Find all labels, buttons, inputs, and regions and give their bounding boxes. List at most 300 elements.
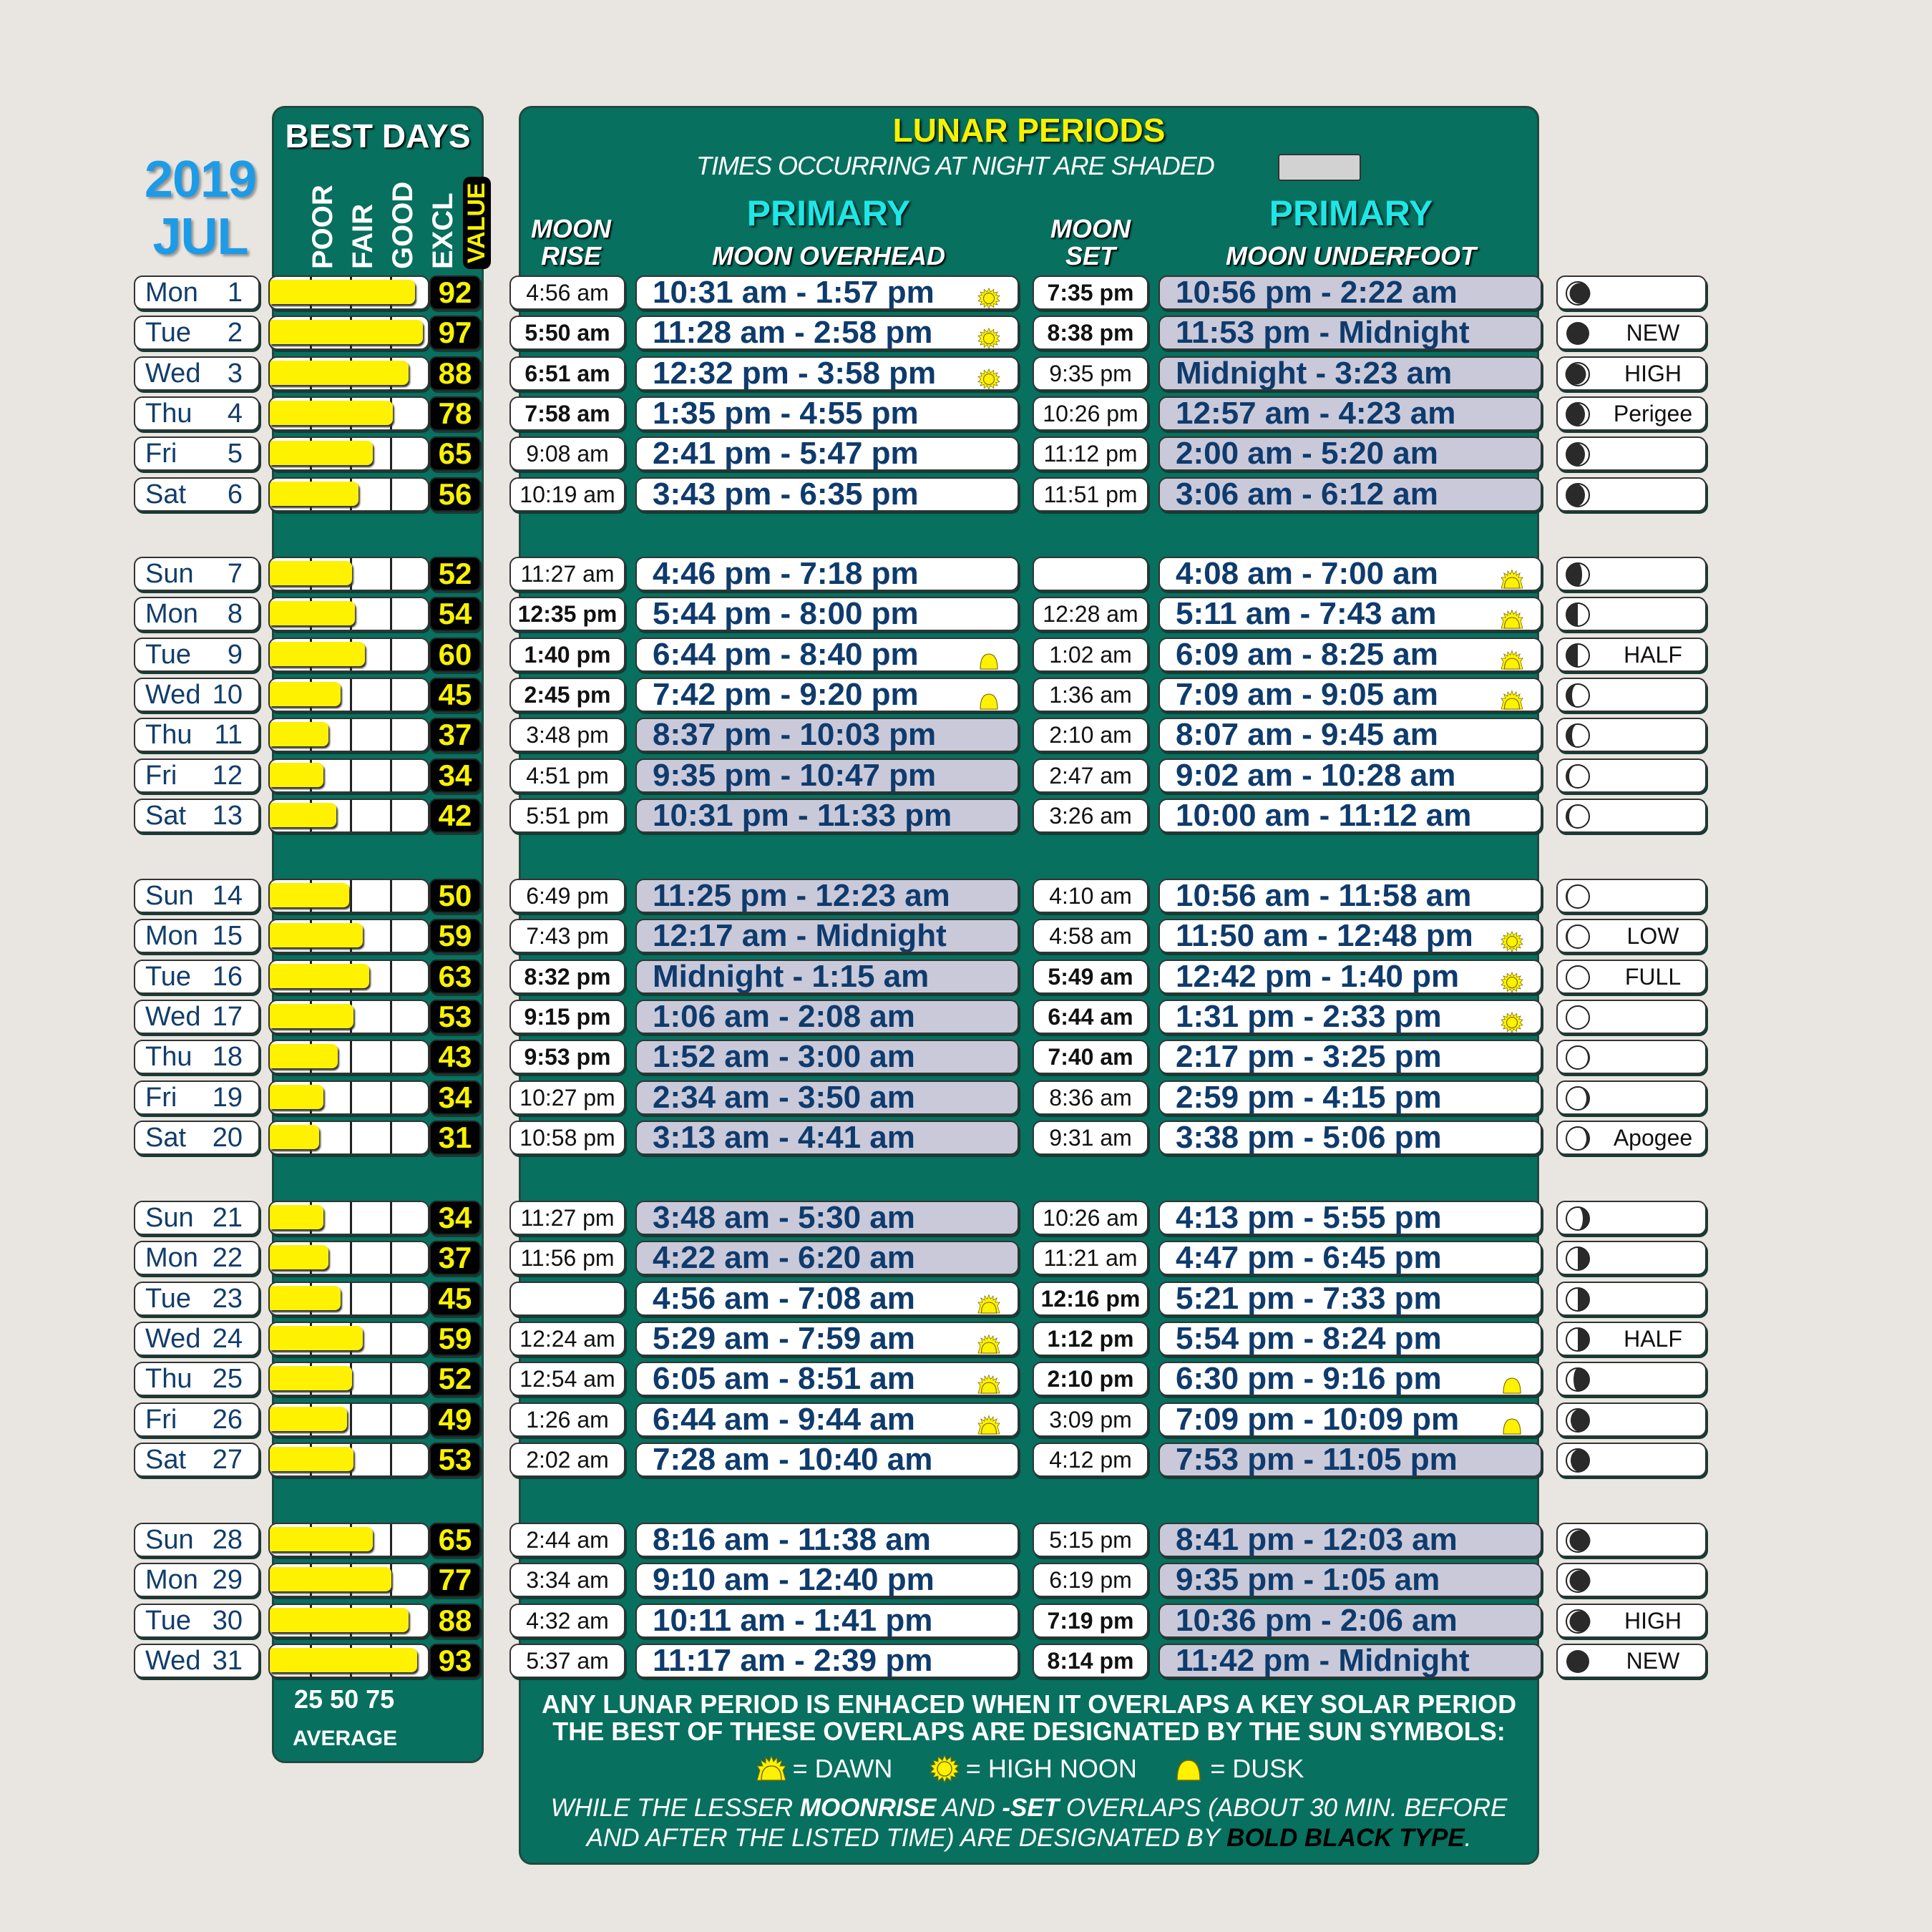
moonrise-time: 4:56 am	[509, 275, 625, 310]
day-of-week: Mon	[145, 920, 198, 951]
day-value: 52	[429, 1362, 481, 1396]
dusk-icon	[1499, 1408, 1525, 1434]
moon-overhead-period	[635, 477, 1019, 512]
moon-underfoot-time: 2:59 pm - 4:15 pm	[1176, 1080, 1442, 1115]
day-of-week: Sun	[145, 1524, 194, 1555]
moon-overhead-period	[635, 1322, 1019, 1356]
moon-overhead-period	[635, 1402, 1019, 1437]
day-label	[134, 1080, 260, 1115]
day-number: 24	[212, 1323, 243, 1354]
moonrise-time: 9:15 pm	[509, 1000, 625, 1034]
rating-bar	[268, 1322, 429, 1356]
rating-gridline	[390, 598, 392, 630]
moon-phase-icon	[1565, 1609, 1591, 1634]
moonset-time: 1:36 am	[1033, 678, 1148, 712]
rating-gridline	[390, 1524, 392, 1556]
moon-overhead-time: 1:52 am - 3:00 am	[653, 1040, 915, 1074]
best-days-title: BEST DAYS	[285, 117, 471, 155]
rating-label-poor: POOR	[307, 185, 338, 269]
day-of-week: Mon	[145, 598, 198, 629]
moon-phase	[1556, 960, 1707, 994]
day-number: 8	[227, 598, 243, 629]
moon-phase	[1556, 316, 1707, 350]
moon-phase-icon	[1565, 804, 1591, 829]
day-value: 43	[429, 1040, 481, 1074]
moon-phase-icon	[1565, 683, 1591, 708]
night-shade-swatch	[1278, 154, 1361, 181]
underfoot-primary-label: PRIMARY	[1269, 193, 1433, 233]
moonrise-time: 7:58 am	[509, 396, 625, 431]
dawn-icon	[976, 1287, 1002, 1313]
moonrise-time: 2:45 pm	[509, 678, 625, 712]
moon-underfoot-period	[1158, 1000, 1542, 1034]
moon-overhead-period	[635, 1000, 1019, 1034]
moon-underfoot-time: 10:56 am - 11:58 am	[1176, 879, 1472, 913]
rating-gridline	[350, 760, 352, 791]
moon-phase	[1556, 758, 1707, 793]
moonrise-header	[521, 215, 621, 270]
moonset-time: 6:44 am	[1033, 1000, 1148, 1034]
moon-phase	[1556, 678, 1707, 712]
moon-overhead-time: 1:35 pm - 4:55 pm	[653, 396, 919, 431]
sun-symbol-legend	[521, 1754, 1537, 1787]
moon-underfoot-time: 3:06 am - 6:12 am	[1176, 477, 1438, 512]
moonrise-time: 12:54 am	[509, 1362, 625, 1396]
moonrise-time: 5:37 am	[509, 1644, 625, 1678]
moonrise-time: 11:27 am	[509, 557, 625, 591]
moon-overhead-period	[635, 1644, 1019, 1678]
overlap-note-line1: ANY LUNAR PERIOD IS ENHACED WHEN IT OVERLAPS A KEY SOLAR PERIOD	[541, 1689, 1517, 1719]
rating-bar	[268, 678, 429, 712]
note-bold-black-type: BOLD BLACK TYPE	[1226, 1824, 1465, 1852]
day-of-week: Fri	[145, 1082, 177, 1113]
day-number: 13	[212, 800, 243, 831]
moon-phase-icon	[1565, 562, 1591, 587]
night-shaded-note: TIMES OCCURRING AT NIGHT ARE SHADED	[696, 151, 1214, 180]
rating-gridline	[390, 1323, 392, 1355]
moon-phase	[1556, 1362, 1707, 1396]
moon-phase-icon	[1565, 1287, 1591, 1312]
moon-phase-icon	[1565, 1005, 1591, 1030]
rating-gridline	[390, 1444, 392, 1475]
moon-phase-icon	[1565, 1126, 1591, 1151]
rating-bar-fill	[270, 482, 358, 506]
moon-overhead-period	[635, 356, 1019, 391]
rating-bar	[268, 1644, 429, 1678]
moon-phase-icon	[1565, 1206, 1591, 1231]
day-number: 11	[214, 719, 243, 750]
moon-overhead-time: 3:13 am - 4:41 am	[653, 1121, 915, 1155]
day-of-week: Tue	[145, 961, 192, 992]
moonset-time: 10:26 pm	[1033, 396, 1148, 431]
moonrise-header-line1: MOON	[531, 214, 611, 243]
moon-underfoot-time: 10:56 pm - 2:22 am	[1176, 275, 1458, 310]
rating-bar	[268, 557, 429, 591]
moonset-time: 12:28 am	[1033, 597, 1148, 631]
moon-overhead-time: 6:44 pm - 8:40 pm	[653, 638, 919, 672]
moon-underfoot-period	[1158, 758, 1542, 793]
moon-underfoot-time: 5:54 pm - 8:24 pm	[1176, 1322, 1442, 1356]
moon-phase	[1556, 718, 1707, 752]
day-number: 27	[212, 1444, 243, 1475]
day-number: 2	[227, 317, 243, 348]
moonrise-time: 2:44 am	[509, 1523, 625, 1557]
moon-phase-icon	[1565, 1085, 1591, 1111]
moon-underfoot-period	[1158, 1201, 1542, 1235]
day-number: 30	[212, 1605, 243, 1636]
moonset-time: 4:12 pm	[1033, 1443, 1148, 1477]
rating-bar	[268, 1000, 429, 1034]
rating-gridline	[390, 719, 392, 751]
rating-headers	[274, 108, 490, 273]
dawn-icon	[976, 1408, 1002, 1434]
day-number: 22	[212, 1242, 243, 1273]
day-label	[134, 1604, 260, 1638]
rating-bar-fill	[270, 561, 352, 585]
day-label	[134, 1000, 260, 1034]
day-of-week: Wed	[145, 1001, 201, 1032]
moon-overhead-period	[635, 316, 1019, 350]
moonrise-time: 7:43 pm	[509, 919, 625, 953]
moon-overhead-period	[635, 436, 1019, 471]
moon-phase	[1556, 396, 1707, 431]
day-of-week: Mon	[145, 277, 198, 308]
moon-overhead-period	[635, 275, 1019, 310]
legend-dawn	[754, 1754, 893, 1784]
day-value: 59	[429, 919, 481, 953]
day-value: 93	[429, 1644, 481, 1678]
day-number: 9	[227, 639, 243, 670]
moon-phase-label: NEW	[1626, 1647, 1680, 1674]
moon-underfoot-time: 7:53 pm - 11:05 pm	[1176, 1443, 1458, 1477]
moon-underfoot-period	[1158, 1241, 1542, 1275]
moon-phase-icon	[1565, 643, 1591, 668]
moon-underfoot-period	[1158, 597, 1542, 631]
moonrise-time: 11:27 pm	[509, 1201, 625, 1235]
day-of-week: Thu	[145, 1363, 192, 1394]
legend-noon	[927, 1754, 1137, 1784]
moon-phase	[1556, 1040, 1707, 1074]
moon-phase	[1556, 638, 1707, 672]
day-value: 53	[429, 1000, 481, 1034]
rating-bar	[268, 799, 429, 833]
rating-bar	[268, 1604, 429, 1638]
moon-overhead-time: 9:35 pm - 10:47 pm	[653, 758, 937, 793]
day-of-week: Sat	[145, 479, 187, 509]
day-number: 19	[212, 1082, 243, 1113]
rating-gridline	[390, 558, 392, 590]
day-label	[134, 1644, 260, 1678]
moon-overhead-time: 2:34 am - 3:50 am	[653, 1080, 915, 1115]
bold-type-note	[521, 1793, 1537, 1853]
rating-bar	[268, 1402, 429, 1437]
high-noon-icon	[927, 1755, 962, 1783]
day-number: 28	[212, 1524, 243, 1555]
moon-phase-icon	[1565, 441, 1591, 467]
dusk-icon	[976, 643, 1002, 669]
day-of-week: Sun	[145, 1202, 194, 1233]
moonrise-time: 3:48 pm	[509, 718, 625, 752]
moon-overhead-time: 3:43 pm - 6:35 pm	[653, 477, 919, 512]
moon-underfoot-time: Midnight - 3:23 am	[1176, 356, 1453, 391]
moon-phase-label: Perigee	[1613, 400, 1693, 426]
moonrise-header-line2: RISE	[540, 241, 602, 270]
day-of-week: Wed	[145, 358, 201, 389]
rating-bar	[268, 396, 429, 431]
scale-ticks: 25 50 75	[294, 1684, 395, 1714]
day-of-week: Thu	[145, 398, 192, 429]
day-label	[134, 879, 260, 913]
rating-bar-fill	[270, 441, 373, 465]
note-text: WHILE THE LESSER	[550, 1794, 800, 1822]
moon-overhead-time: 12:32 pm - 3:58 pm	[653, 356, 937, 391]
moon-phase-label: HALF	[1624, 641, 1682, 668]
rating-bar	[268, 436, 429, 471]
moon-overhead-period	[635, 557, 1019, 591]
day-label	[134, 1402, 260, 1437]
moonset-time: 2:10 pm	[1033, 1362, 1148, 1396]
moon-overhead-time: Midnight - 1:15 am	[653, 960, 930, 994]
rating-bar	[268, 316, 429, 350]
day-of-week: Fri	[145, 1404, 177, 1435]
rating-bar	[268, 1282, 429, 1316]
moon-phase-icon	[1565, 763, 1591, 789]
high-noon-icon	[1499, 965, 1525, 991]
moon-underfoot-period	[1158, 1563, 1542, 1597]
day-number: 21	[212, 1202, 243, 1233]
moonset-time: 3:26 am	[1033, 799, 1148, 833]
rating-gridline	[390, 1001, 392, 1033]
moon-underfoot-period	[1158, 1604, 1542, 1638]
moon-underfoot-period	[1158, 557, 1542, 591]
moonset-header	[1040, 215, 1141, 270]
rating-gridline	[390, 1041, 392, 1073]
moon-overhead-time: 12:17 am - Midnight	[653, 919, 947, 953]
moon-overhead-time: 11:25 pm - 12:23 am	[653, 879, 950, 913]
day-number: 5	[227, 438, 243, 469]
rating-label-good: GOOD	[387, 181, 419, 269]
day-label	[134, 557, 260, 591]
moon-underfoot-period	[1158, 799, 1542, 833]
moon-overhead-time: 6:44 am - 9:44 am	[653, 1402, 915, 1437]
day-value: 45	[429, 678, 481, 712]
moon-overhead-time: 4:56 am - 7:08 am	[653, 1282, 915, 1316]
day-number: 7	[227, 558, 243, 589]
moon-phase	[1556, 799, 1707, 833]
moonrise-time: 12:35 pm	[509, 597, 625, 631]
day-number: 6	[227, 479, 243, 509]
day-value: 49	[429, 1402, 481, 1437]
moon-underfoot-time: 7:09 am - 9:05 am	[1176, 678, 1438, 712]
note-text: OVERLAPS (ABOUT 30 MIN. BEFORE	[1059, 1794, 1508, 1822]
moonset-time: 6:19 pm	[1033, 1563, 1148, 1597]
moonset-time: 9:35 pm	[1033, 356, 1148, 391]
day-of-week: Sun	[145, 880, 194, 911]
rating-bar-fill	[270, 1085, 323, 1109]
moonset-time: 2:47 am	[1033, 758, 1148, 793]
moon-overhead-period	[635, 1362, 1019, 1396]
moon-overhead-period	[635, 799, 1019, 833]
day-label	[134, 477, 260, 512]
note-text: .	[1464, 1824, 1472, 1852]
moon-underfoot-period	[1158, 396, 1542, 431]
moonset-time: 7:35 pm	[1033, 275, 1148, 310]
moon-overhead-period	[635, 1523, 1019, 1557]
moonset-time: 8:14 pm	[1033, 1644, 1148, 1678]
rating-bar-fill	[270, 1527, 373, 1551]
rating-bar	[268, 1563, 429, 1597]
moon-overhead-period	[635, 960, 1019, 994]
overlap-note-line2: THE BEST OF THESE OVERLAPS ARE DESIGNATED BY THE SUN SYMBOLS:	[552, 1717, 1506, 1746]
moonset-time: 9:31 am	[1033, 1121, 1148, 1155]
moonrise-time: 2:02 am	[509, 1443, 625, 1477]
rating-bar-fill	[270, 722, 328, 746]
day-of-week: Sun	[145, 558, 194, 589]
rating-bar	[268, 275, 429, 310]
day-number: 1	[227, 277, 243, 308]
moon-phase-label: HIGH	[1624, 1607, 1682, 1634]
moon-underfoot-time: 10:00 am - 11:12 am	[1176, 799, 1472, 833]
rating-bar	[268, 919, 429, 953]
moon-phase	[1556, 557, 1707, 591]
moon-underfoot-period	[1158, 1523, 1542, 1557]
dawn-icon	[1499, 683, 1525, 709]
dawn-icon	[976, 1327, 1002, 1353]
moon-phase-label: Apogee	[1613, 1124, 1693, 1151]
day-of-week: Sat	[145, 1444, 187, 1475]
day-label	[134, 1040, 260, 1074]
moon-phase-label: HALF	[1624, 1325, 1682, 1352]
day-value: 60	[429, 638, 481, 672]
moon-phase-icon	[1565, 1045, 1591, 1070]
day-value: 92	[429, 275, 481, 310]
day-value: 65	[429, 1523, 481, 1557]
moon-underfoot-header: MOON UNDERFOOT	[1226, 241, 1476, 270]
moonset-time: 5:15 pm	[1033, 1523, 1148, 1557]
rating-bar	[268, 718, 429, 752]
rating-bar-fill	[270, 1366, 352, 1390]
moon-phase-icon	[1565, 884, 1591, 909]
moon-overhead-time: 4:22 am - 6:20 am	[653, 1241, 915, 1275]
moon-phase-icon	[1565, 1528, 1591, 1553]
moon-phase-icon	[1565, 401, 1591, 427]
moon-phase	[1556, 275, 1707, 310]
moon-underfoot-time: 5:21 pm - 7:33 pm	[1176, 1282, 1442, 1316]
moonrise-time: 10:27 pm	[509, 1080, 625, 1115]
rating-bar	[268, 1241, 429, 1275]
overhead-primary-label: PRIMARY	[746, 193, 911, 233]
moon-overhead-time: 4:46 pm - 7:18 pm	[653, 557, 919, 591]
moon-overhead-time: 5:44 pm - 8:00 pm	[653, 597, 919, 631]
rating-gridline	[390, 920, 392, 952]
moon-phase	[1556, 1241, 1707, 1275]
moon-overhead-header: MOON OVERHEAD	[711, 241, 946, 270]
rating-gridline	[390, 880, 392, 912]
rating-bar-fill	[270, 763, 323, 787]
rating-gridline	[350, 679, 352, 711]
rating-bar	[268, 1080, 429, 1115]
day-number: 4	[227, 398, 243, 429]
moonrise-time: 5:50 am	[509, 316, 625, 350]
year-title: 2019	[144, 151, 257, 208]
rating-gridline	[390, 639, 392, 670]
moon-overhead-period	[635, 1201, 1019, 1235]
moon-overhead-period	[635, 1080, 1019, 1115]
rating-gridline	[390, 1202, 392, 1234]
moon-overhead-period	[635, 1121, 1019, 1155]
moon-underfoot-time: 11:53 pm - Midnight	[1176, 316, 1470, 350]
moon-phase-icon	[1565, 924, 1591, 950]
day-label	[134, 1241, 260, 1275]
rating-label-excl: EXCL	[427, 192, 459, 269]
moon-underfoot-period	[1158, 1322, 1542, 1356]
moon-overhead-period	[635, 1282, 1019, 1316]
day-value: 54	[429, 597, 481, 631]
rating-bar	[268, 477, 429, 512]
rating-bar-fill	[270, 1326, 363, 1350]
moon-phase-label: HIGH	[1624, 360, 1682, 386]
day-value: 88	[429, 1604, 481, 1638]
dawn-icon	[1499, 602, 1525, 628]
moon-underfoot-time: 4:47 pm - 6:45 pm	[1176, 1241, 1442, 1275]
rating-gridline	[350, 719, 352, 751]
rating-gridline	[350, 800, 352, 831]
high-noon-icon	[976, 281, 1002, 307]
moon-overhead-time: 6:05 am - 8:51 am	[653, 1362, 915, 1396]
moon-phase-icon	[1565, 1246, 1591, 1272]
rating-gridline	[350, 880, 352, 912]
day-label	[134, 1322, 260, 1356]
day-of-week: Wed	[145, 1645, 201, 1676]
moonset-time: 4:10 am	[1033, 879, 1148, 913]
day-label	[134, 1282, 260, 1316]
rating-bar-fill	[270, 803, 336, 827]
rating-gridline	[350, 1242, 352, 1274]
day-label	[134, 396, 260, 431]
moon-underfoot-time: 8:07 am - 9:45 am	[1176, 718, 1438, 752]
moon-phase-label: FULL	[1624, 963, 1682, 990]
moon-overhead-time: 8:37 pm - 10:03 pm	[653, 718, 937, 752]
dawn-icon	[1499, 562, 1525, 588]
moon-overhead-period	[635, 1040, 1019, 1074]
rating-label-fair: FAIR	[347, 203, 379, 269]
moon-overhead-period	[635, 919, 1019, 953]
moonset-time: 1:12 pm	[1033, 1322, 1148, 1356]
month-title: JUL	[152, 208, 248, 265]
day-label	[134, 919, 260, 953]
rating-bar-fill	[270, 964, 369, 988]
moon-overhead-time: 8:16 am - 11:38 am	[653, 1523, 931, 1557]
moon-overhead-time: 7:42 pm - 9:20 pm	[653, 678, 919, 712]
moon-phase-icon	[1565, 1649, 1591, 1674]
rating-bar-fill	[270, 361, 409, 385]
day-number: 25	[212, 1363, 243, 1394]
day-of-week: Fri	[145, 760, 177, 791]
moon-underfoot-period	[1158, 718, 1542, 752]
rating-bar-fill	[270, 320, 423, 344]
moon-overhead-time: 7:28 am - 10:40 am	[653, 1443, 933, 1477]
moon-phase	[1556, 1322, 1707, 1356]
moon-phase	[1556, 436, 1707, 471]
rating-bar-fill	[270, 280, 415, 304]
day-label	[134, 638, 260, 672]
rating-bar	[268, 1443, 429, 1477]
rating-gridline	[390, 679, 392, 711]
day-of-week: Tue	[145, 1605, 192, 1636]
moon-overhead-time: 10:11 am - 1:41 pm	[653, 1604, 933, 1638]
moon-phase-icon	[1565, 1407, 1591, 1433]
moon-underfoot-period	[1158, 1040, 1542, 1074]
